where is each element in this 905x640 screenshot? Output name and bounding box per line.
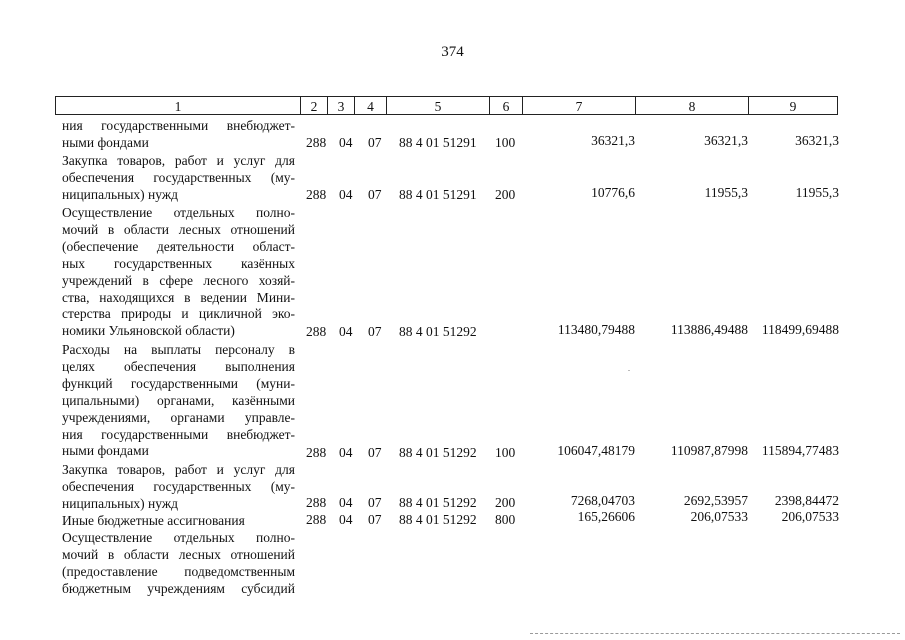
header-cell-4: 4 — [355, 97, 387, 114]
table-cell-amount-2: 110987,87998 — [670, 443, 748, 458]
table-cell-section: 288 — [306, 187, 327, 202]
table-cell-section: 288 — [306, 445, 327, 460]
table-cell-amount-2: 2692,53957 — [683, 493, 748, 508]
table-cell-amount-2: 113886,49488 — [670, 322, 748, 337]
description-line: ными фондами — [62, 134, 149, 150]
scan-speck — [628, 370, 630, 371]
description-line: (предоставление подведомственным — [62, 563, 295, 579]
header-cell-8: 8 — [636, 97, 749, 114]
table-cell-section: 288 — [306, 495, 327, 510]
description-line: Иные бюджетные ассигнования — [62, 513, 245, 528]
table-cell-subsection: 04 — [339, 445, 353, 460]
header-cell-9: 9 — [789, 99, 797, 114]
description-line: учреждений в сфере лесного хозяй- — [62, 272, 295, 288]
description-line: ния государственными внебюджет- — [62, 426, 295, 442]
description-line: бюджетным учреждениям субсидий — [62, 580, 295, 596]
description-line: ных государственных казённых — [62, 255, 295, 271]
description-line: ципальными) органами, казёнными — [62, 392, 295, 408]
page-number: 374 — [441, 44, 464, 60]
description-line: учреждениями, органами управле- — [62, 409, 295, 425]
table-cell-subsection: 04 — [339, 495, 353, 510]
table-row-description — [62, 118, 295, 152]
description-line: мочий в области лесных отношений — [62, 546, 295, 562]
scan-artifact-line — [530, 633, 900, 635]
description-line: номики Ульяновской области) — [62, 323, 235, 339]
table-row-description — [62, 530, 295, 598]
table-cell-section: 288 — [306, 324, 327, 339]
description-line: ниципальных) нужд — [62, 186, 179, 202]
header-cell-7: 7 — [523, 97, 636, 114]
description-line: Закупка товаров, работ и услуг для — [62, 153, 295, 168]
table-cell-subsection: 04 — [339, 135, 353, 150]
description-line: мочий в области лесных отношений — [62, 221, 295, 237]
table-row-description — [62, 513, 295, 530]
description-line: ния государственными внебюджет- — [62, 118, 295, 133]
table-cell-subsection2: 07 — [368, 324, 382, 339]
table-cell-amount-1: 165,26606 — [577, 509, 635, 524]
table-cell-article: 88 4 01 51291 — [399, 187, 477, 202]
description-line: целях обеспечения выполнения — [62, 358, 295, 374]
table-cell-expense-type: 800 — [495, 512, 516, 527]
table-cell-section: 288 — [306, 512, 327, 527]
table-cell-article: 88 4 01 51291 — [399, 135, 477, 150]
table-cell-amount-3: 2398,84472 — [774, 493, 839, 508]
table-cell-amount-2: 36321,3 — [704, 133, 748, 148]
table-cell-amount-3: 115894,77483 — [761, 443, 839, 458]
description-line: ства, находящихся в ведении Мини- — [62, 289, 295, 305]
table-cell-amount-1: 106047,48179 — [557, 443, 635, 458]
table-cell-amount-2: 11955,3 — [704, 185, 748, 200]
table-cell-expense-type: 100 — [495, 135, 516, 150]
description-line: ными фондами — [62, 443, 149, 459]
description-line: Расходы на выплаты персоналу в — [62, 342, 295, 357]
table-cell-amount-2: 206,07533 — [690, 509, 748, 524]
table-cell-amount-3: 11955,3 — [795, 185, 839, 200]
table-cell-article: 88 4 01 51292 — [399, 324, 477, 339]
table-cell-expense-type: 100 — [495, 445, 516, 460]
table-cell-amount-3: 36321,3 — [795, 133, 839, 148]
header-cell-3: 3 — [328, 97, 355, 114]
header-cell-2: 2 — [301, 97, 328, 114]
table-cell-amount-3: 118499,69488 — [761, 322, 839, 337]
table-cell-amount-1: 10776,6 — [591, 185, 635, 200]
table-cell-subsection: 04 — [339, 324, 353, 339]
description-line: ниципальных) нужд — [62, 495, 179, 511]
table-row-description — [62, 153, 295, 204]
table-cell-subsection2: 07 — [368, 512, 382, 527]
header-cell-6: 6 — [490, 97, 523, 114]
description-line: (обеспечение деятельности област- — [62, 238, 295, 254]
table-cell-expense-type: 200 — [495, 187, 516, 202]
table-cell-subsection: 04 — [339, 512, 353, 527]
description-line: Осуществление отдельных полно- — [62, 530, 295, 545]
table-header-row — [55, 96, 838, 115]
table-cell-subsection: 04 — [339, 187, 353, 202]
description-line: стерства природы и цикличной эко- — [62, 306, 295, 322]
table-cell-section: 288 — [306, 135, 327, 150]
table-cell-amount-1: 7268,04703 — [570, 493, 635, 508]
table-cell-amount-3: 206,07533 — [781, 509, 839, 524]
table-row-description — [62, 205, 295, 340]
header-cell-5: 5 — [387, 97, 490, 114]
table-cell-subsection2: 07 — [368, 135, 382, 150]
table-cell-article: 88 4 01 51292 — [399, 445, 477, 460]
description-line: Осуществление отдельных полно- — [62, 205, 295, 220]
table-cell-subsection2: 07 — [368, 445, 382, 460]
table-cell-subsection2: 07 — [368, 187, 382, 202]
table-cell-expense-type: 200 — [495, 495, 516, 510]
description-line: обеспечения государственных (му- — [62, 169, 295, 185]
description-line: обеспечения государственных (му- — [62, 478, 295, 494]
header-cell-1: 1 — [56, 97, 301, 114]
table-cell-article: 88 4 01 51292 — [399, 495, 477, 510]
table-cell-amount-1: 113480,79488 — [557, 322, 635, 337]
description-line: Закупка товаров, работ и услуг для — [62, 462, 295, 477]
table-cell-article: 88 4 01 51292 — [399, 512, 477, 527]
table-cell-amount-1: 36321,3 — [591, 133, 635, 148]
table-row-description — [62, 462, 295, 513]
description-line: функций государственными (муни- — [62, 375, 295, 391]
table-row-description — [62, 342, 295, 460]
table-cell-subsection2: 07 — [368, 495, 382, 510]
